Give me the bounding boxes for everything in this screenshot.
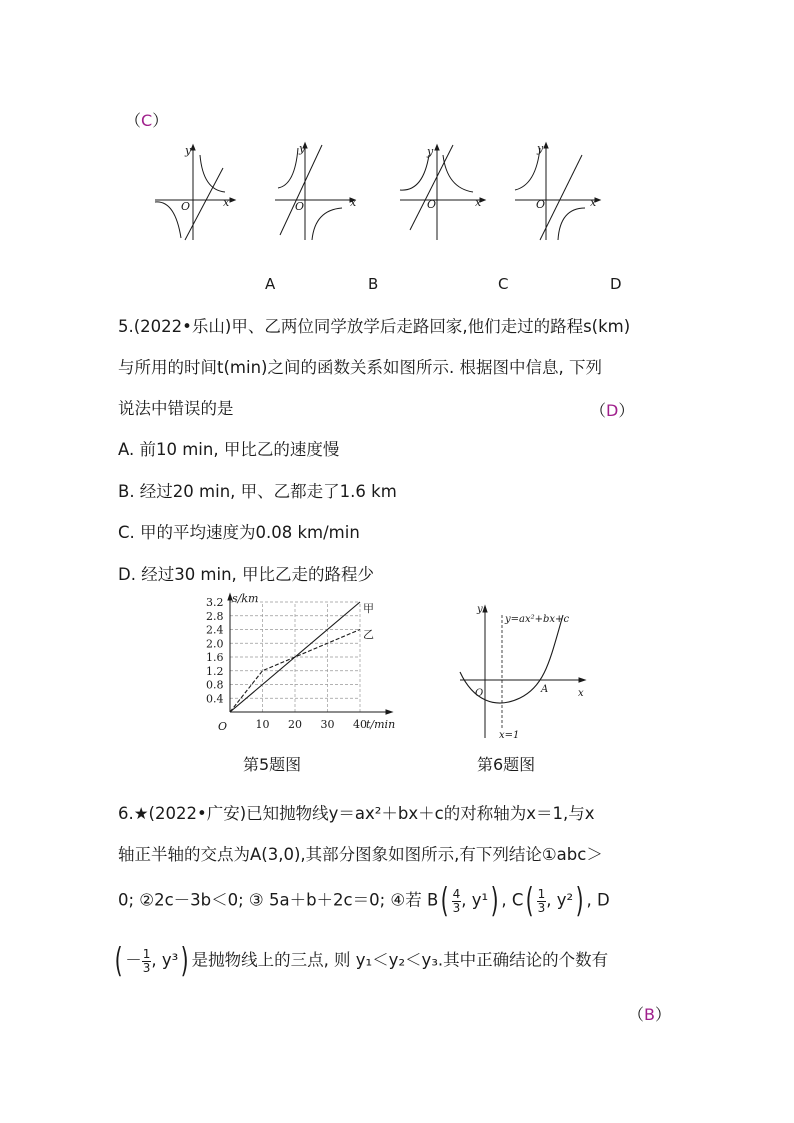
q6-y-label: y [477, 604, 483, 615]
graph-d [515, 143, 600, 240]
q5-line-2: 与所用的时间t(min)之间的函数关系如图所示. 根据图中信息, 下列 [118, 358, 602, 377]
q6-y-arrow [483, 606, 487, 612]
option-label-a: A [265, 275, 276, 293]
q6-line-4: ( － $\frac{1}{3}$ , y³) 是抛物线上的三点, 则 y₁＜y₂＜y₃.其中正确结论的个数有 [114, 941, 609, 981]
graph-c-x-label: x [475, 196, 482, 209]
q6-line-1: 6.★(2022•广安)已知抛物线y＝ax²＋bx＋c的对称轴为x＝1,与x [118, 804, 595, 823]
q6-line-3-text: 0; ②2c－3b＜0; ③ 5a＋b＋2c＝0; ④若 B [118, 890, 439, 910]
q5-option-c: C. 甲的平均速度为0.08 km/min [118, 523, 360, 542]
series-label-yi: 乙 [363, 628, 374, 641]
x-tick-label: 20 [288, 718, 302, 731]
x-tick-label: 40 [353, 718, 367, 731]
q4-answer-letter: C [141, 111, 153, 130]
x-tick-label: 10 [255, 718, 270, 731]
frac-b: $\frac{4}{3}$ [452, 886, 461, 915]
graph-a-origin: O [181, 200, 191, 213]
y-tick-label: 2.4 [206, 623, 224, 637]
option-label-d: D [610, 275, 622, 293]
chart-x-arrow [386, 710, 392, 714]
y-tick-label: 1.6 [206, 651, 224, 664]
graph-c-origin: O [427, 198, 437, 211]
y-c: y² [556, 890, 574, 910]
q5-answer-letter: D [606, 401, 619, 420]
q6-parabola-figure [455, 600, 590, 740]
q6-line-3: 0; ②2c－3b＜0; ③ 5a＋b＋2c＝0; ④若 B( $\frac{4}{3}$ , y¹) , C( $\frac{1}{3}$ , y²) , D [118, 881, 610, 921]
frac-c: $\frac{1}{3}$ [537, 886, 546, 915]
graph-d-y-label: y [537, 142, 544, 155]
q6-line-4-text: 是抛物线上的三点, 则 y₁＜y₂＜y₃.其中正确结论的个数有 [191, 950, 609, 970]
graph-c-y-label: y [427, 145, 434, 158]
q5-option-b: B. 经过20 min, 甲、乙都走了1.6 km [118, 482, 397, 501]
point-c-label: C [511, 890, 524, 910]
x-tick-label: 30 [320, 718, 335, 731]
q6-x-label: x [578, 688, 584, 699]
y-tick-label: 2.8 [206, 609, 224, 623]
q5-line-1: 5.(2022•乐山)甲、乙两位同学放学后走路回家,他们走过的路程s(km) [118, 317, 631, 336]
q6-origin: O [475, 688, 484, 699]
frac-d: $\frac{1}{3}$ [142, 946, 151, 975]
minus-sign: － [125, 950, 142, 970]
chart-y-label: s/km [232, 592, 259, 605]
q6-x-arrow [579, 678, 585, 682]
parabola-equation-label: y=ax²+bx+c [505, 614, 570, 625]
y-tick-label: 1.2 [206, 664, 224, 678]
q5-option-d: D. 经过30 min, 甲比乙走的路程少 [118, 565, 375, 584]
graph-a-y-label: y [185, 144, 192, 157]
q6-answer-letter: B [644, 1005, 655, 1024]
q5-figure-caption: 第5题图 [243, 755, 302, 774]
graph-c [400, 145, 485, 240]
q5-line-3: 说法中错误的是 [118, 399, 234, 418]
q5-answer: （D） [590, 401, 635, 420]
q6-figure-caption: 第6题图 [477, 755, 536, 774]
option-label-b: B [368, 275, 379, 293]
q4-answer: （C） [125, 111, 169, 130]
y-tick-label: 2.0 [206, 637, 224, 651]
chart-origin-label: O [218, 720, 228, 733]
graph-b [275, 143, 355, 240]
graph-b-x-label: x [350, 196, 357, 209]
y-b: y¹ [471, 890, 489, 910]
q6-line-2: 轴正半轴的交点为A(3,0),其部分图象如图所示,有下列结论①abc＞ [118, 845, 603, 864]
y-tick-label: 0.8 [206, 678, 224, 692]
symmetry-axis-label: x=1 [499, 730, 520, 740]
graph-b-origin: O [295, 200, 305, 213]
chart-x-label: t/min [366, 718, 396, 731]
graph-a [155, 145, 235, 240]
y-d: y³ [161, 950, 179, 970]
graph-a-x-label: x [223, 196, 230, 209]
q5-option-a: A. 前10 min, 甲比乙的速度慢 [118, 440, 340, 459]
point-a-label: A [541, 684, 549, 695]
point-d-label: D [596, 890, 610, 910]
graph-d-origin: O [536, 198, 546, 211]
graph-d-x-label: x [590, 196, 597, 209]
y-tick-label: 0.4 [206, 692, 224, 706]
y-tick-label: 3.2 [206, 596, 224, 609]
graph-b-y-label: y [299, 142, 306, 155]
option-label-c: C [498, 275, 509, 293]
q6-answer: （B） [628, 1005, 672, 1024]
q4-option-graphs [145, 140, 615, 250]
q5-distance-time-chart [200, 592, 400, 737]
series-label-jia: 甲 [363, 602, 374, 615]
